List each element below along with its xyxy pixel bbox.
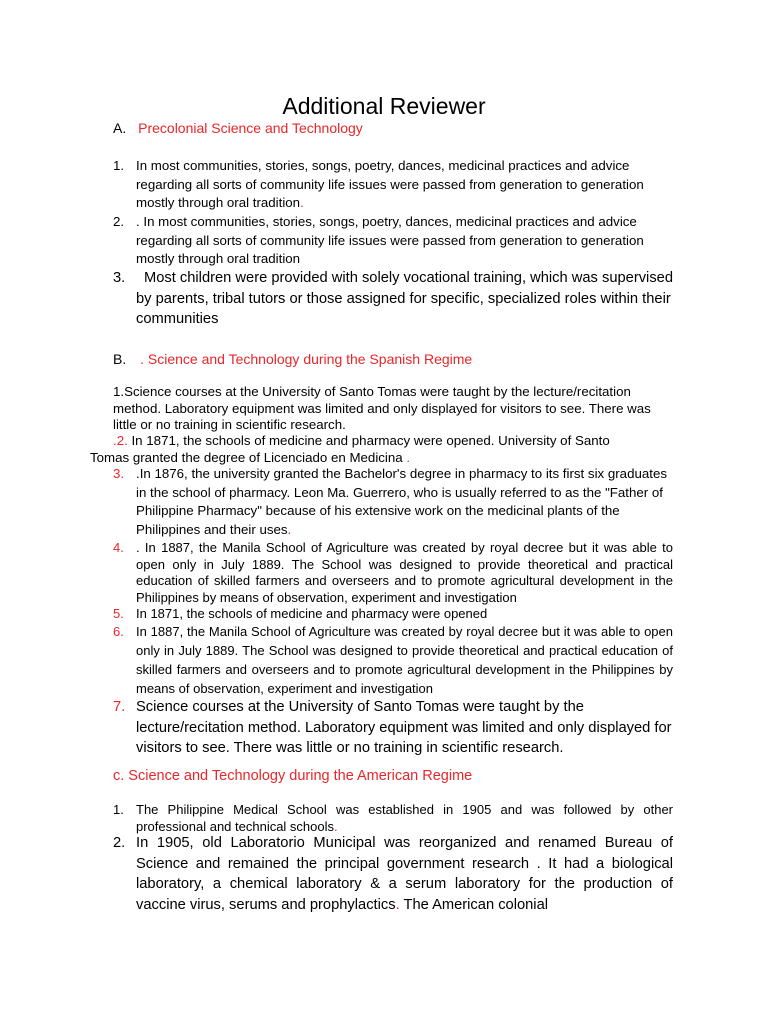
- list-item: 1.Science courses at the University of Santo Tomas were taught by the lecture/recitation method. Laboratory equipment was limited and only displayed for visitors to see. There was little or no training in scientific research.: [113, 384, 651, 432]
- list-item: 3. .In 1876, the university granted the Bachelor's degree in pharmacy to its first six graduates in the school of pharmacy. Leon Ma. Guerrero, who is usually referred to as the "Father of Philippine Pharmacy" because of his extensive work on the medicinal plants of the Philippines and their uses.: [113, 466, 668, 537]
- section-c-heading: c. Science and Technology during the American Regime: [113, 768, 473, 784]
- list-item: 1. In most communities, stories, songs, poetry, dances, medicinal practices and advice regarding all sorts of community life issues were passed from generation to generation mostly through oral tradition.: [113, 158, 644, 210]
- list-item: 6. In 1887, the Manila School of Agriculture was created by royal decree but it was able to open only in July 1889. The School was designed to provide theoretical and practical education of skilled farmers and overseers and to promote agricultural development in the Philippines by means of observation, experiment and investigation: [113, 624, 673, 696]
- list-item: 4. . In 1887, the Manila School of Agriculture was created by royal decree but it was able to open only in July 1889. The School was designed to provide theoretical and practical education of skilled farmers and overseers and to promote agricultural development in the Philippines by means of observation, experiment and investigation: [113, 540, 673, 605]
- list-item: .2. In 1871, the schools of medicine and pharmacy were opened. University of Santo Tomas granted the degree of Licenciado en Medicina .: [90, 433, 610, 465]
- list-item: 2. In 1905, old Laboratorio Municipal was reorganized and renamed Bureau of Science and remained the principal government research . It had a biological laboratory, a chemical laboratory & a serum laboratory for the production of vaccine virus, serums and prophylactics. The American colonial: [113, 835, 673, 913]
- section-b-letter: B.: [113, 351, 127, 367]
- list-item: 7. Science courses at the University of Santo Tomas were taught by the lecture/recitation method. Laboratory equipment was limited and only displayed for visitors to see. There was little or no training in scientific research.: [113, 699, 672, 756]
- list-item: 3. Most children were provided with solely vocational training, which was supervised by parents, tribal tutors or those assigned for specific, specialized roles within their communities: [113, 270, 674, 327]
- list-item: 2. . In most communities, stories, songs, poetry, dances, medicinal practices and advice regarding all sorts of community life issues were passed from generation to generation mostly through oral tradition: [113, 214, 644, 266]
- list-item: 1. The Philippine Medical School was established in 1905 and was followed by other professional and technical schools.: [113, 802, 673, 834]
- section-a-title: Precolonial Science and Technology: [138, 120, 363, 136]
- list-item: 5. In 1871, the schools of medicine and pharmacy were opened: [113, 606, 488, 621]
- section-a-heading: [113, 120, 363, 137]
- section-b-heading: [113, 351, 472, 368]
- page-title: Additional Reviewer: [282, 93, 486, 119]
- section-b-title: . Science and Technology during the Spanish Regime: [140, 351, 473, 367]
- section-a-letter: A.: [113, 120, 127, 136]
